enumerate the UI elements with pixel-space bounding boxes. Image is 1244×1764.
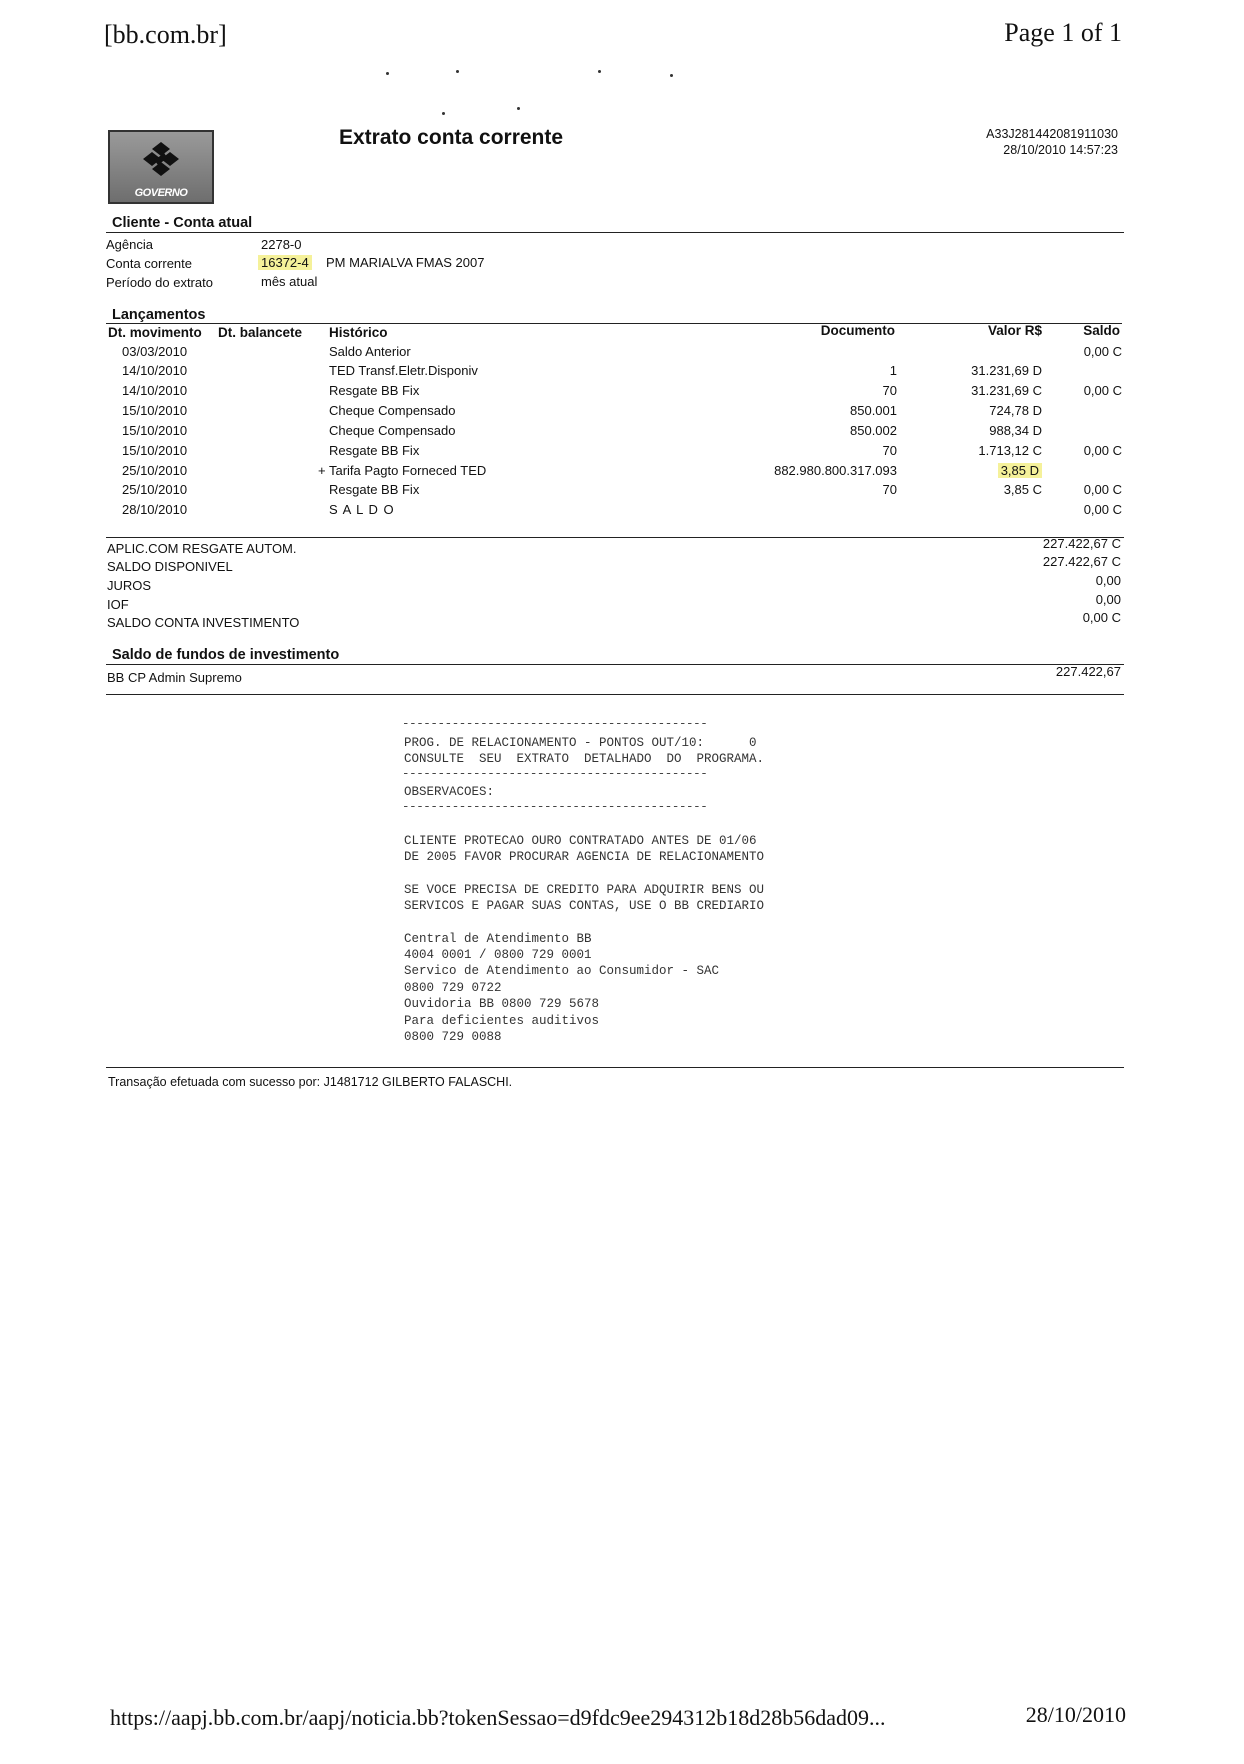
prog-line-2: CONSULTE SEU EXTRATO DETALHADO DO PROGRAMA. <box>404 752 765 766</box>
row-saldo: 0,00 C <box>1083 502 1122 517</box>
scan-speck <box>517 107 520 110</box>
resumo-value: 227.422,67 C <box>1042 554 1121 569</box>
row-valor: 31.231,69 D <box>971 363 1042 378</box>
row-dt-movimento: 03/03/2010 <box>122 344 188 359</box>
row-dt-movimento: 25/10/2010 <box>122 482 188 497</box>
section-fundos-heading: Saldo de fundos de investimento <box>112 647 340 663</box>
row-dt-movimento: 14/10/2010 <box>122 363 188 378</box>
credito-line-1: SE VOCE PRECISA DE CREDITO PARA ADQUIRIR BENS OU <box>404 883 765 897</box>
row-dt-movimento: 15/10/2010 <box>122 443 188 458</box>
row-valor: 724,78 D <box>989 403 1042 418</box>
protecao-line-1: CLIENTE PROTECAO OURO CONTRATADO ANTES DE 01/06 <box>404 834 757 848</box>
row-saldo: 0,00 C <box>1083 383 1122 398</box>
row-historico: Cheque Compensado <box>329 423 456 438</box>
divider <box>106 537 1124 538</box>
row-valor <box>930 463 1042 478</box>
row-historico: S A L D O <box>329 502 395 517</box>
section-lancamentos-heading: Lançamentos <box>112 307 206 323</box>
observacoes-label: OBSERVACOES: <box>404 785 495 799</box>
row-documento: 850.001 <box>850 403 897 418</box>
row-dt-movimento: 15/10/2010 <box>122 423 188 438</box>
protecao-line-2: DE 2005 FAVOR PROCURAR AGENCIA DE RELACIONAMENTO <box>404 850 765 864</box>
print-header-page: Page 1 of 1 <box>1004 18 1122 47</box>
scan-speck <box>670 74 673 77</box>
resumo-value: 0,00 C <box>1082 610 1121 625</box>
row-saldo: 0,00 C <box>1083 482 1122 497</box>
resumo-value: 227.422,67 C <box>1042 536 1121 551</box>
divider <box>106 1067 1124 1068</box>
dash-line: ------------------------------------------- <box>402 800 708 814</box>
row-valor-highlight: 3,85 D <box>998 463 1042 478</box>
resumo-label: SALDO CONTA INVESTIMENTO <box>107 615 300 630</box>
resumo-value: 0,00 <box>1095 573 1121 588</box>
row-valor: 1.713,12 C <box>978 443 1042 458</box>
central-line-5: Ouvidoria BB 0800 729 5678 <box>404 997 600 1011</box>
scan-speck <box>456 70 459 73</box>
central-line-2: 4004 0001 / 0800 729 0001 <box>404 948 592 962</box>
dash-line: ------------------------------------------- <box>402 717 708 731</box>
resumo-label: IOF <box>107 597 129 612</box>
resumo-label: SALDO DISPONIVEL <box>107 559 233 574</box>
fundo-name: BB CP Admin Supremo <box>107 670 242 685</box>
central-line-3: Servico de Atendimento ao Consumidor - SAC <box>404 964 720 978</box>
prog-line-1: PROG. DE RELACIONAMENTO - PONTOS OUT/10: 0 <box>404 736 757 750</box>
col-historico: Histórico <box>329 325 388 340</box>
resumo-label: APLIC.COM RESGATE AUTOM. <box>107 541 297 556</box>
row-dt-movimento: 14/10/2010 <box>122 383 188 398</box>
row-documento: 70 <box>882 482 897 497</box>
row-saldo: 0,00 C <box>1083 344 1122 359</box>
row-historico: Saldo Anterior <box>329 344 411 359</box>
conta-number: 16372-4 <box>258 255 312 270</box>
page-title: Extrato conta corrente <box>339 126 564 149</box>
central-line-7: 0800 729 0088 <box>404 1030 502 1044</box>
resumo-value: 0,00 <box>1095 592 1121 607</box>
bb-symbol-icon <box>138 140 184 180</box>
col-valor: Valor R$ <box>987 323 1042 338</box>
row-valor: 3,85 C <box>1003 482 1042 497</box>
col-dt-movimento: Dt. movimento <box>108 325 202 340</box>
central-line-1: Central de Atendimento BB <box>404 932 592 946</box>
row-historico: TED Transf.Eletr.Disponiv <box>329 363 478 378</box>
row-dt-movimento: 28/10/2010 <box>122 502 188 517</box>
logo-text: GOVERNO <box>134 187 188 199</box>
document-meta <box>986 126 1118 158</box>
row-historico: Resgate BB Fix <box>329 482 420 497</box>
row-documento: 1 <box>889 363 897 378</box>
dash-line: ------------------------------------------- <box>402 767 708 781</box>
row-documento: 882.980.800.317.093 <box>774 463 897 478</box>
divider <box>106 664 1124 665</box>
row-valor: 988,34 D <box>989 423 1042 438</box>
row-historico: Cheque Compensado <box>329 403 456 418</box>
row-documento: 850.002 <box>850 423 897 438</box>
section-cliente-heading: Cliente - Conta atual <box>112 215 253 231</box>
resumo-label: JUROS <box>107 578 152 593</box>
conta-label: Conta corrente <box>106 256 192 271</box>
conta-nome: PM MARIALVA FMAS 2007 <box>326 255 485 270</box>
row-documento: 70 <box>882 443 897 458</box>
conta-value <box>258 255 312 270</box>
document-code: A33J281442081911030 <box>986 127 1118 141</box>
scan-speck <box>598 70 601 73</box>
row-historico: + Tarifa Pagto Forneced TED <box>318 463 487 478</box>
agencia-label: Agência <box>106 237 153 252</box>
print-footer-date: 28/10/2010 <box>1025 1702 1126 1727</box>
row-historico: Resgate BB Fix <box>329 443 420 458</box>
row-historico: Resgate BB Fix <box>329 383 420 398</box>
divider <box>106 232 1124 233</box>
agencia-value: 2278-0 <box>261 237 302 252</box>
bb-logo-icon <box>108 130 214 204</box>
credito-line-2: SERVICOS E PAGAR SUAS CONTAS, USE O BB CREDIARIO <box>404 899 765 913</box>
col-dt-balancete: Dt. balancete <box>218 325 303 340</box>
scan-speck <box>386 72 389 75</box>
row-dt-movimento: 25/10/2010 <box>122 463 188 478</box>
col-documento: Documento <box>820 323 895 338</box>
fundo-value: 227.422,67 <box>1055 664 1121 679</box>
print-footer-url: https://aapj.bb.com.br/aapj/noticia.bb?tokenSessao=d9fdc9ee294312b18d28b56dad09... <box>110 1705 886 1730</box>
scan-speck <box>442 112 445 115</box>
row-valor: 31.231,69 C <box>971 383 1042 398</box>
divider <box>106 694 1124 695</box>
print-header-site: [bb.com.br] <box>104 20 227 49</box>
transaction-footer: Transação efetuada com sucesso por: J1481712 GILBERTO FALASCHI. <box>108 1075 513 1089</box>
document-datetime: 28/10/2010 14:57:23 <box>1003 143 1118 157</box>
periodo-value: mês atual <box>261 274 318 289</box>
row-documento: 70 <box>882 383 897 398</box>
periodo-label: Período do extrato <box>106 275 213 290</box>
col-saldo: Saldo <box>1083 323 1120 338</box>
row-dt-movimento: 15/10/2010 <box>122 403 188 418</box>
row-saldo: 0,00 C <box>1083 443 1122 458</box>
central-line-6: Para deficientes auditivos <box>404 1014 600 1028</box>
central-line-4: 0800 729 0722 <box>404 981 502 995</box>
